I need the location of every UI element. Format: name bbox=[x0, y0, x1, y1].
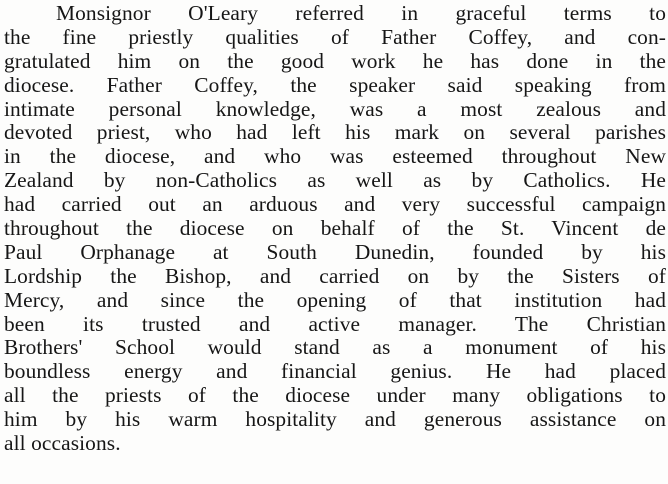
text-line: him by his warm hospitality and generous assistance on bbox=[4, 407, 666, 432]
article-paragraph bbox=[4, 2, 666, 456]
text-line: all occasions. bbox=[4, 431, 121, 456]
text-line: all the priests of the diocese under many obligations to bbox=[4, 383, 666, 408]
text-line: had carried out an arduous and very successful campaign bbox=[4, 192, 666, 217]
text-line: devoted priest, who had left his mark on several parishes bbox=[4, 120, 666, 145]
text-line: Mercy, and since the opening of that institution had bbox=[4, 287, 666, 312]
text-line: diocese. Father Coffey, the speaker said speaking from bbox=[4, 72, 666, 97]
text-line: Paul Orphanage at South Dunedin, founded by his bbox=[4, 239, 666, 264]
text-line: the fine priestly qualities of Father Coffey, and con- bbox=[4, 24, 666, 49]
text-line: Monsignor O'Leary referred in graceful terms to bbox=[56, 1, 666, 25]
text-line: intimate personal knowledge, was a most zealous and bbox=[4, 96, 666, 121]
text-line: Lordship the Bishop, and carried on by the Sisters of bbox=[4, 263, 666, 288]
text-line: Brothers' School would stand as a monument of his bbox=[4, 335, 666, 360]
text-line: Zealand by non-Catholics as well as by Catholics. He bbox=[4, 168, 666, 193]
text-line: in the diocese, and who was esteemed throughout New bbox=[4, 144, 666, 169]
text-line: gratulated him on the good work he has done in the bbox=[4, 48, 666, 73]
text-line: been its trusted and active manager. The Christian bbox=[4, 311, 666, 336]
text-line: throughout the diocese on behalf of the St. Vincent de bbox=[4, 216, 666, 241]
text-line: boundless energy and financial genius. He had placed bbox=[4, 359, 666, 384]
